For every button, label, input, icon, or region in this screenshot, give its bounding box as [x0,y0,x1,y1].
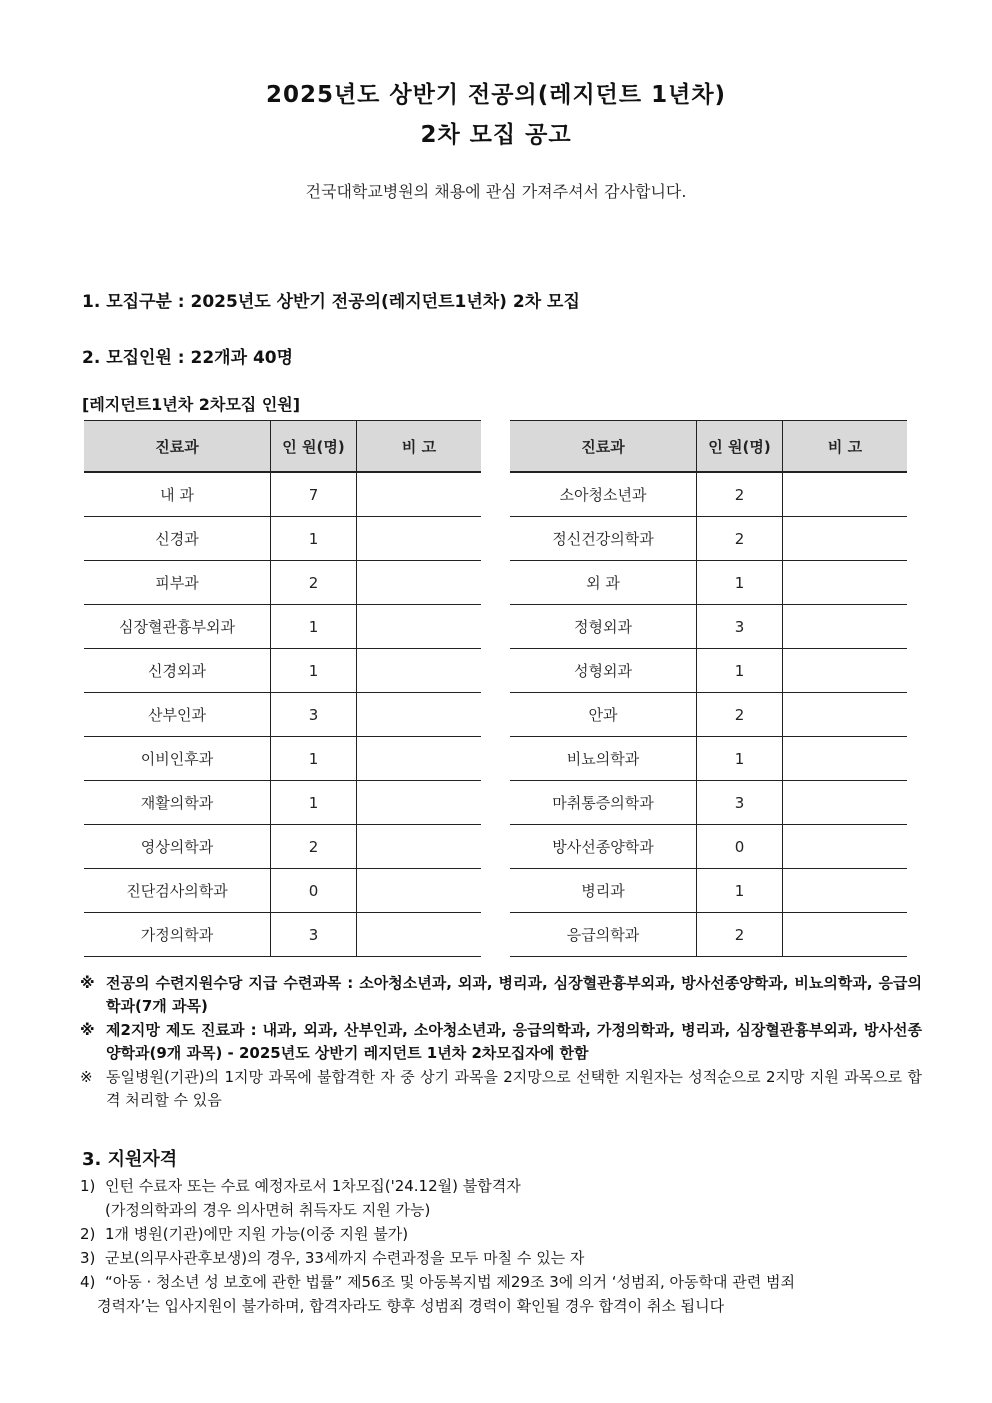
count-cell: 0 [271,869,357,913]
note-second-choice [80,1019,922,1065]
note-cell [357,869,482,913]
note-cell [357,693,482,737]
note-cell [357,737,482,781]
qualification-text-continued: 경력자’는 입사지원이 불가하며, 합격자라도 향후 성범죄 경력이 확인될 경우 합격이 취소 됩니다 [97,1297,725,1315]
table-row [510,605,907,649]
table-row [510,561,907,605]
table-row [84,649,481,693]
table-row [510,517,907,561]
note-cell [357,517,482,561]
dept-cell: 산부인과 [84,693,271,737]
count-cell: 1 [271,781,357,825]
note-cell [783,649,908,693]
table-row [84,472,481,517]
note-cell [783,605,908,649]
count-cell: 3 [271,913,357,957]
qualification-subtext: (가정의학과의 경우 의사면허 취득자도 지원 가능) [105,1201,431,1219]
dept-cell: 외 과 [510,561,697,605]
header-note: 비 고 [783,421,908,473]
dept-cell: 진단검사의학과 [84,869,271,913]
note-cell [783,913,908,957]
table-row [510,693,907,737]
count-cell: 7 [271,472,357,517]
table-row [84,825,481,869]
notes-block [80,972,922,1113]
count-cell: 2 [697,517,783,561]
note-text: 제2지망 제도 진료과 : 내과, 외과, 산부인과, 소아청소년과, 응급의학과, 가정의학과, 병리과, 심장혈관흉부외과, 방사선종양학과(9개 과목) - 2025년도 상반기 레지던트 1년차 2차모집자에 한함 [106,1021,922,1062]
table-caption: [레지던트1년차 2차모집 인원] [82,395,301,414]
note-cell [357,781,482,825]
section-heading-recruit-type: 1. 모집구분 : 2025년도 상반기 전공의(레지던트1년차) 2차 모집 [82,292,580,312]
qualifications-list [80,1174,922,1318]
table-row [84,517,481,561]
qualification-item [80,1222,922,1246]
note-stipend [80,972,922,1018]
qualification-item [80,1246,922,1270]
note-cell [783,737,908,781]
dept-cell: 병리과 [510,869,697,913]
count-cell: 1 [271,517,357,561]
header-count: 인 원(명) [697,421,783,473]
table-row [84,869,481,913]
count-cell: 1 [697,869,783,913]
section-heading-qualifications: 3. 지원자격 [82,1149,178,1170]
item-number: 1) [80,1177,96,1195]
note-cell [357,605,482,649]
table-row [510,869,907,913]
qualification-text: 인턴 수료자 또는 수료 예정자로서 1차모집('24.12월) 불합격자 [105,1177,521,1195]
dept-cell: 정형외과 [510,605,697,649]
count-cell: 1 [271,605,357,649]
section-heading-recruit-count: 2. 모집인원 : 22개과 40명 [82,348,294,368]
dept-cell: 성형외과 [510,649,697,693]
page-title-line1: 2025년도 상반기 전공의(레지던트 1년차) [265,82,727,108]
dept-cell: 마취통증의학과 [510,781,697,825]
header-dept: 진료과 [84,421,271,473]
count-cell: 3 [271,693,357,737]
note-cell [357,913,482,957]
note-cell [783,781,908,825]
qualification-text: “아동 · 청소년 성 보호에 관한 법률” 제56조 및 아동복지법 제29조 3에 의거 ‘성범죄, 아동학대 관련 범죄 [105,1273,795,1291]
dept-cell: 이비인후과 [84,737,271,781]
dept-cell: 재활의학과 [84,781,271,825]
qualification-text: 1개 병원(기관)에만 지원 가능(이중 지원 불가) [105,1225,409,1243]
dept-cell: 정신건강의학과 [510,517,697,561]
table-row [510,649,907,693]
note-pass-rule [80,1066,922,1112]
note-cell [357,472,482,517]
item-number: 4) [80,1273,96,1291]
qualification-item [80,1174,922,1222]
page-subtitle: 건국대학교병원의 채용에 관심 가져주셔서 감사합니다. [305,182,687,201]
table-row [510,913,907,957]
qualification-item [80,1270,922,1318]
dept-cell: 비뇨의학과 [510,737,697,781]
count-cell: 2 [697,472,783,517]
dept-cell: 소아청소년과 [510,472,697,517]
note-text: 동일병원(기관)의 1지망 과목에 불합격한 자 중 상기 과목을 2지망으로 선택한 지원자는 성적순으로 2지망 지원 과목으로 합격 처리할 수 있음 [106,1068,922,1109]
count-cell: 2 [271,825,357,869]
table-header-row [84,421,481,473]
table-header-row [510,421,907,473]
count-cell: 2 [697,693,783,737]
table-row [510,825,907,869]
count-cell: 1 [271,649,357,693]
count-cell: 3 [697,605,783,649]
item-number: 3) [80,1249,96,1267]
table-row [84,737,481,781]
header-count: 인 원(명) [271,421,357,473]
count-cell: 1 [697,737,783,781]
count-cell: 2 [271,561,357,605]
recruit-table-left [84,420,481,957]
note-cell [783,472,908,517]
table-row [84,605,481,649]
reference-mark: ※ [80,974,95,992]
dept-cell: 신경외과 [84,649,271,693]
count-cell: 1 [271,737,357,781]
table-row [84,913,481,957]
dept-cell: 신경과 [84,517,271,561]
page-title-line2: 2차 모집 공고 [420,122,572,148]
dept-cell: 피부과 [84,561,271,605]
header-dept: 진료과 [510,421,697,473]
note-cell [357,561,482,605]
table-row [84,561,481,605]
note-cell [783,869,908,913]
note-text: 전공의 수련지원수당 지급 수련과목 : 소아청소년과, 외과, 병리과, 심장혈관흉부외과, 방사선종양학과, 비뇨의학과, 응급의학과(7개 과목) [106,974,922,1015]
qualification-text: 군보(의무사관후보생)의 경우, 33세까지 수련과정을 모두 마칠 수 있는 자 [105,1249,585,1267]
dept-cell: 안과 [510,693,697,737]
recruit-table-right [510,420,907,957]
count-cell: 3 [697,781,783,825]
dept-cell: 심장혈관흉부외과 [84,605,271,649]
table-row [84,693,481,737]
dept-cell: 영상의학과 [84,825,271,869]
note-cell [783,561,908,605]
dept-cell: 방사선종양학과 [510,825,697,869]
note-cell [357,649,482,693]
count-cell: 0 [697,825,783,869]
reference-mark: ※ [80,1021,95,1039]
note-cell [357,825,482,869]
note-cell [783,693,908,737]
count-cell: 1 [697,561,783,605]
count-cell: 1 [697,649,783,693]
table-row [84,781,481,825]
reference-mark: ※ [80,1068,93,1086]
header-note: 비 고 [357,421,482,473]
note-cell [783,517,908,561]
note-cell [783,825,908,869]
dept-cell: 내 과 [84,472,271,517]
dept-cell: 응급의학과 [510,913,697,957]
dept-cell: 가정의학과 [84,913,271,957]
count-cell: 2 [697,913,783,957]
item-number: 2) [80,1225,96,1243]
table-row [510,472,907,517]
table-row [510,781,907,825]
table-row [510,737,907,781]
